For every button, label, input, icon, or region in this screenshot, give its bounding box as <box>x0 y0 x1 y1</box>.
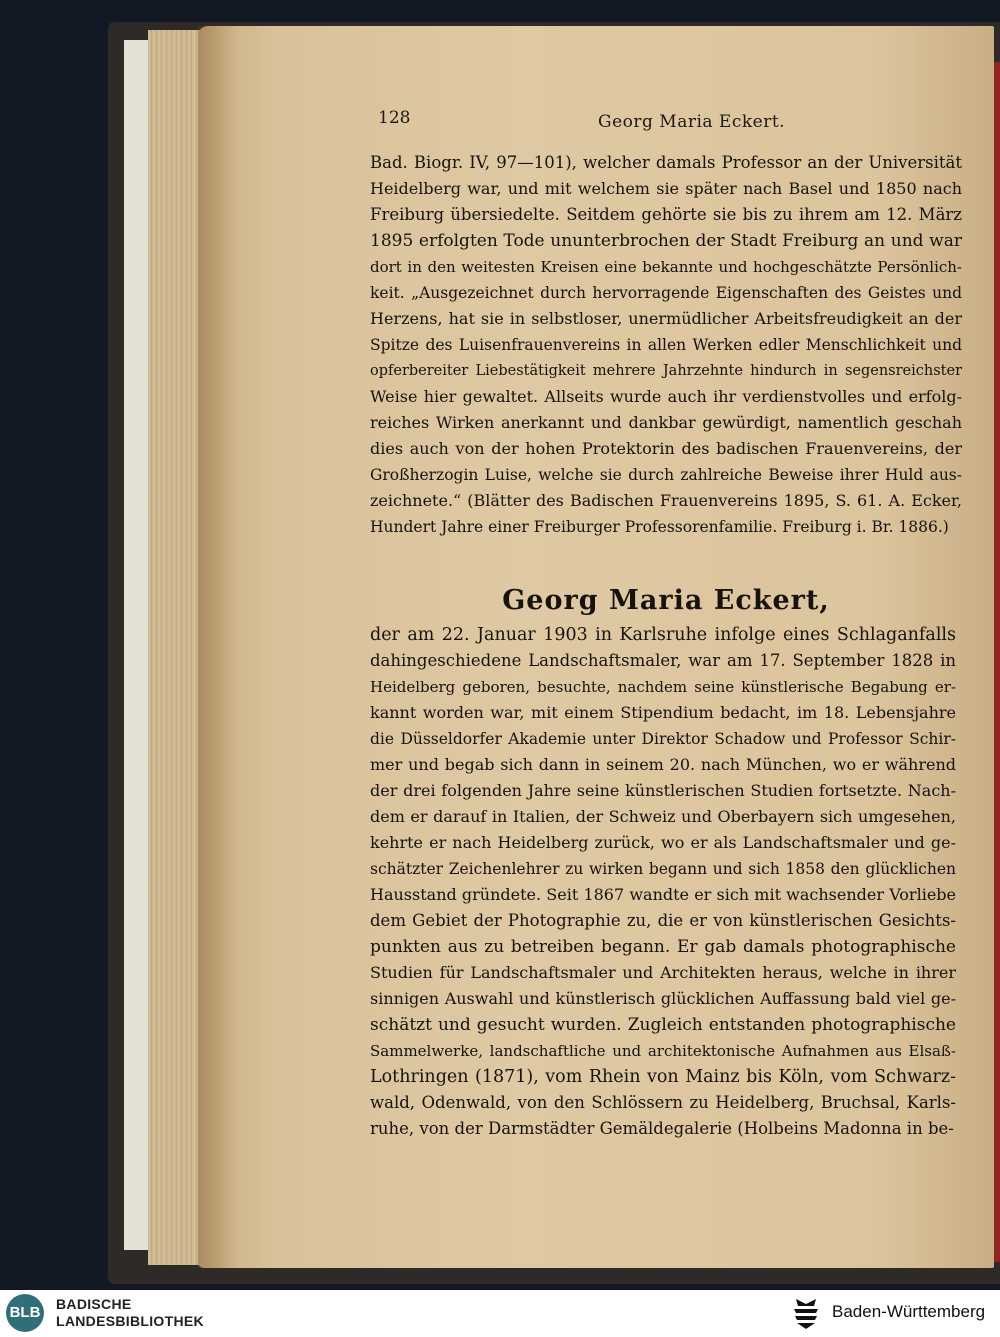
text-line: kehrte er nach Heidelberg zurück, wo er als Landschaftsmaler und ge- <box>370 833 956 852</box>
text-line: dahingeschiedene Landschaftsmaler, war am 17. September 1828 in <box>370 651 956 670</box>
text-line: Spitze des Luisenfrauenvereins in allen Werken edler Menschlichkeit und <box>370 336 962 354</box>
text-line: Weise hier gewaltet. Allseits wurde auch ihr verdienstvolles und erfolg- <box>370 387 962 406</box>
text-line: Heidelberg war, und mit welchem sie später nach Basel und 1850 nach <box>370 179 962 198</box>
coat-of-arms-icon <box>790 1296 822 1330</box>
text-line: dem Gebiet der Photographie zu, die er von künstlerischen Gesichts- <box>370 911 956 930</box>
page-header <box>378 108 958 136</box>
page-number: 128 <box>378 108 411 128</box>
text-line: dort in den weitesten Kreisen eine bekannte und hochgeschätzte Persönlich- <box>370 258 962 276</box>
paragraph-1 <box>370 150 962 540</box>
text-line: Studien für Landschaftsmaler und Architekten heraus, welche in ihrer <box>370 963 956 982</box>
text-line: Hausstand gründete. Seit 1867 wandte er sich mit wachsender Vorliebe <box>370 885 956 904</box>
text-line: kannt worden war, mit einem Stipendium bedacht, im 18. Lebensjahre <box>370 703 956 722</box>
text-line: Hundert Jahre einer Freiburger Professorenfamilie. Freiburg i. Br. 1886.) <box>370 518 949 536</box>
text-line: reiches Wirken anerkannt und dankbar gewürdigt, namentlich geschah <box>370 413 962 432</box>
footer-bar <box>0 1290 1000 1337</box>
text-line: die Düsseldorfer Akademie unter Direktor Schadow und Professor Schir- <box>370 730 956 748</box>
text-line: schätzter Zeichenlehrer zu wirken begann und sich 1858 den glücklichen <box>370 860 956 878</box>
text-line: dies auch von der hohen Protektorin des badischen Frauenvereins, der <box>370 439 962 458</box>
text-line: dem er darauf in Italien, der Schweiz und Oberbayern sich umgesehen, <box>370 807 956 826</box>
text-line: Lothringen (1871), vom Rhein von Mainz bis Köln, vom Schwarz- <box>370 1067 956 1087</box>
text-line: der drei folgenden Jahre seine künstlerischen Studien fortsetzte. Nach- <box>370 781 956 800</box>
library-name-line-2: LANDESBIBLIOTHEK <box>56 1313 204 1329</box>
text-line: der am 22. Januar 1903 in Karlsruhe infolge eines Schlaganfalls <box>370 625 956 645</box>
text-line: Sammelwerke, landschaftliche und architektonische Aufnahmen aus Elsaß- <box>370 1042 956 1060</box>
text-line: ruhe, von der Darmstädter Gemäldegalerie (Holbeins Madonna in be- <box>370 1119 954 1138</box>
paragraph-2 <box>370 622 956 1142</box>
library-name[interactable] <box>56 1296 204 1330</box>
text-line: Freiburg übersiedelte. Seitdem gehörte sie bis zu ihrem am 12. März <box>370 205 962 224</box>
spine-shadow <box>198 26 238 1268</box>
text-line: wald, Odenwald, von den Schlössern zu Heidelberg, Bruchsal, Karls- <box>370 1093 956 1112</box>
text-line: Herzens, hat sie in selbstloser, unermüdlicher Arbeitsfreudigkeit an der <box>370 309 962 328</box>
section-title: Georg Maria Eckert, <box>502 585 830 616</box>
blb-logo[interactable]: BLB <box>6 1294 44 1332</box>
text-line: mer und begab sich dann in seinem 20. nach München, wo er während <box>370 755 956 774</box>
library-name-line-1: BADISCHE <box>56 1296 132 1312</box>
text-line: zeichnete.“ (Blätter des Badischen Frauenvereins 1895, S. 61. A. Ecker, <box>370 491 962 510</box>
text-line: Bad. Biogr. IV, 97—101), welcher damals Professor an der Universität <box>370 153 962 172</box>
text-line: Großherzogin Luise, welche sie durch zahlreiche Beweise ihrer Huld aus- <box>370 466 962 484</box>
text-line: sinnigen Auswahl und künstlerisch glücklichen Auffassung bald viel ge- <box>370 989 956 1008</box>
state-name[interactable]: Baden-Württemberg <box>832 1302 986 1321</box>
text-line: keit. „Ausgezeichnet durch hervorragende Eigenschaften des Geistes und <box>370 284 962 302</box>
text-line: schätzt und gesucht wurden. Zugleich entstanden photographische <box>370 1015 956 1035</box>
text-line: punkten aus zu betreiben begann. Er gab damals photographische <box>370 937 956 957</box>
text-line: 1895 erfolgten Tode ununterbrochen der Stadt Freiburg an und war <box>370 231 962 251</box>
text-line: Heidelberg geboren, besuchte, nachdem seine künstlerische Begabung er- <box>370 678 956 696</box>
running-head: Georg Maria Eckert. <box>598 112 786 132</box>
text-line: opferbereiter Liebestätigkeit mehrere Jahrzehnte hindurch in segensreichster <box>370 363 962 379</box>
